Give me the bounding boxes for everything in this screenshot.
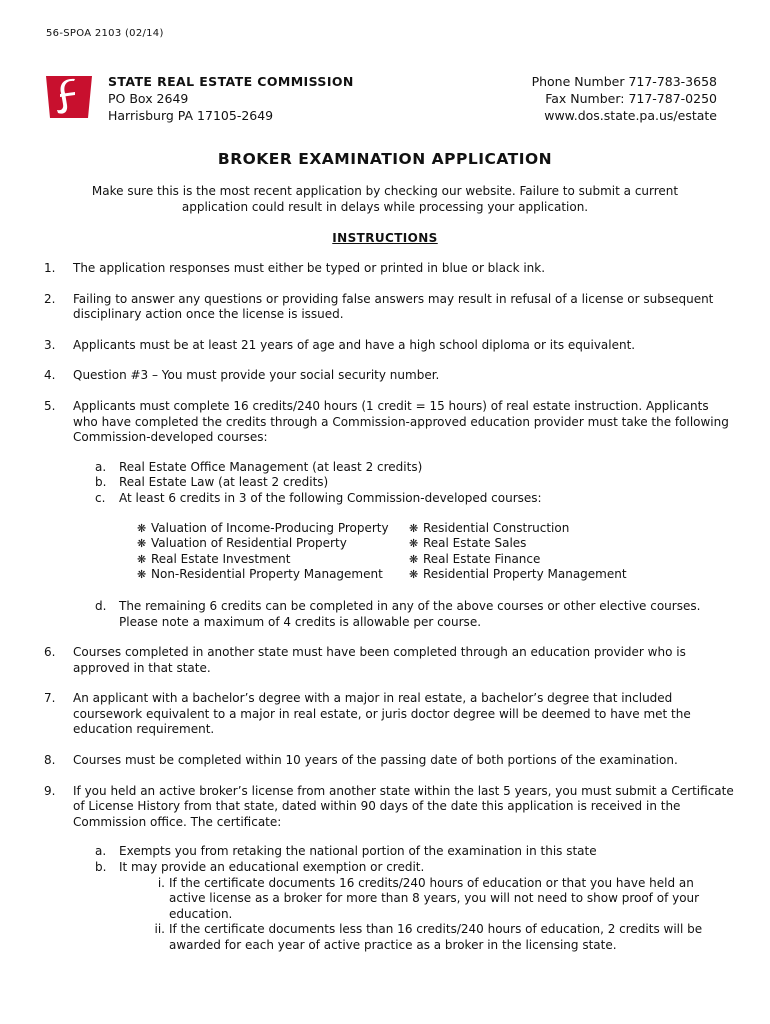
intro-text: Make sure this is the most recent application by checking our website. Failure to submit a current application could result in delays while processing your application. bbox=[91, 184, 679, 214]
sub-item-a bbox=[95, 460, 734, 476]
item-number: 9. bbox=[44, 783, 56, 798]
certificate-effects bbox=[95, 844, 734, 953]
contact-block bbox=[532, 73, 717, 124]
course-bullet bbox=[409, 536, 639, 552]
agency-address-block bbox=[108, 73, 354, 124]
sub-text: It may provide an educational exemption or credit. bbox=[119, 860, 425, 875]
asterisk-bullet-icon: ❋ bbox=[409, 521, 419, 535]
item-text: Applicants must be at least 21 years of age and have a high school diploma or its equivalent. bbox=[73, 337, 636, 352]
course-name: Residential Construction bbox=[423, 520, 570, 535]
instruction-item-6 bbox=[44, 645, 734, 676]
sub-text: At least 6 credits in 3 of the following Commission-developed courses: bbox=[119, 490, 542, 505]
course-name: Valuation of Residential Property bbox=[151, 536, 347, 551]
course-name: Real Estate Investment bbox=[151, 551, 291, 566]
course-bullet bbox=[409, 552, 639, 568]
item-text: If you held an active broker’s license from another state within the last 5 years, you must submit a Certificate of License History from that state, dated within 90 days of the date this application is received in the Commission office. The certificate: bbox=[73, 783, 734, 829]
asterisk-bullet-icon: ❋ bbox=[137, 552, 147, 566]
item-number: 5. bbox=[44, 398, 56, 413]
asterisk-bullet-icon: ❋ bbox=[409, 537, 419, 551]
item-text: Courses completed in another state must have been completed through an education provider who is approved in that state. bbox=[73, 645, 686, 675]
item-number: 6. bbox=[44, 645, 56, 660]
instruction-item-9 bbox=[44, 784, 734, 954]
instruction-item-2 bbox=[44, 292, 734, 323]
asterisk-bullet-icon: ❋ bbox=[409, 568, 419, 582]
instruction-item-4 bbox=[44, 368, 734, 384]
course-requirements bbox=[95, 460, 734, 507]
asterisk-bullet-icon: ❋ bbox=[137, 537, 147, 551]
item-number: 8. bbox=[44, 753, 56, 768]
instruction-item-5 bbox=[44, 399, 734, 630]
course-bullet bbox=[137, 567, 409, 583]
roman-item-i bbox=[141, 876, 734, 923]
roman-number: ii. bbox=[154, 922, 165, 937]
phone-number: Phone Number 717-783-3658 bbox=[531, 74, 717, 89]
asterisk-bullet-icon: ❋ bbox=[409, 552, 419, 566]
item-number: 1. bbox=[44, 261, 56, 275]
instruction-item-1 bbox=[44, 261, 734, 277]
instruction-item-7 bbox=[44, 691, 734, 738]
roman-number: i. bbox=[157, 875, 165, 890]
sub-text: Real Estate Office Management (at least 2 credits) bbox=[119, 459, 423, 474]
course-name: Valuation of Income-Producing Property bbox=[151, 520, 389, 535]
roman-item-ii bbox=[141, 922, 734, 953]
agency-name: STATE REAL ESTATE COMMISSION bbox=[108, 74, 354, 89]
elective-courses-grid bbox=[137, 521, 734, 583]
address-line-1: PO Box 2649 bbox=[108, 91, 189, 106]
course-name: Non-Residential Property Management bbox=[151, 567, 383, 582]
sub-item-b bbox=[95, 475, 734, 491]
course-name: Residential Property Management bbox=[423, 567, 627, 582]
document-title: BROKER EXAMINATION APPLICATION bbox=[217, 150, 553, 168]
item-text: An applicant with a bachelor’s degree with a major in real estate, a bachelor’s degree that included coursework equivalent to a major in real estate, or juris doctor degree will be deemed to have met the education requirement. bbox=[73, 691, 691, 737]
item-text: Courses must be completed within 10 years of the passing date of both portions of the examination. bbox=[73, 753, 678, 768]
item-number: 3. bbox=[44, 337, 56, 352]
item-number: 2. bbox=[44, 291, 56, 306]
form-id: 56-SPOA 2103 (02/14) bbox=[46, 28, 164, 39]
sub-letter: b. bbox=[95, 475, 107, 490]
sub-letter: c. bbox=[95, 490, 106, 505]
sub-text: Exempts you from retaking the national portion of the examination in this state bbox=[119, 844, 597, 859]
item-text: Failing to answer any questions or providing false answers may result in refusal of a license or subsequent disciplinary action once the license is issued. bbox=[73, 291, 714, 322]
course-bullet bbox=[137, 521, 409, 537]
item-number: 4. bbox=[44, 368, 56, 383]
address-line-2: Harrisburg PA 17105-2649 bbox=[108, 108, 274, 123]
item-text: Applicants must complete 16 credits/240 hours (1 credit = 15 hours) of real estate instruction. Applicants who have completed the credits through a Commission-approved education provider must take the following Commission-developed courses: bbox=[73, 398, 729, 445]
roman-text: If the certificate documents less than 16 credits/240 hours of education, 2 credits will be awarded for each year of active practice as a broker in the licensing state. bbox=[169, 922, 703, 952]
asterisk-bullet-icon: ❋ bbox=[137, 568, 147, 582]
course-bullet bbox=[137, 552, 409, 568]
instruction-item-8 bbox=[44, 753, 734, 769]
sub-letter: a. bbox=[95, 844, 107, 859]
sub-letter: d. bbox=[95, 598, 107, 613]
fax-number: Fax Number: 717-787-0250 bbox=[545, 91, 717, 106]
sub-item-a bbox=[95, 844, 734, 860]
sub-item-d bbox=[95, 599, 734, 630]
instructions-list bbox=[44, 261, 734, 969]
website-url: www.dos.state.pa.us/estate bbox=[544, 108, 717, 123]
roman-sub-list bbox=[141, 876, 734, 954]
course-name: Real Estate Finance bbox=[423, 551, 541, 566]
course-bullet bbox=[409, 567, 639, 583]
sub-item-b bbox=[95, 860, 734, 876]
sub-item-c bbox=[95, 491, 734, 507]
roman-text: If the certificate documents 16 credits/240 hours of education or that you have held an active license as a broker for more than 8 years, you will not need to show proof of your education. bbox=[169, 875, 700, 921]
item-text: The application responses must either be typed or printed in blue or black ink. bbox=[73, 261, 546, 275]
item-number: 7. bbox=[44, 691, 56, 706]
instructions-heading: INSTRUCTIONS bbox=[332, 231, 438, 245]
sub-text: Real Estate Law (at least 2 credits) bbox=[119, 475, 329, 490]
item-text: Question #3 – You must provide your social security number. bbox=[73, 368, 440, 383]
course-name: Real Estate Sales bbox=[423, 536, 527, 551]
sub-letter: b. bbox=[95, 860, 107, 875]
pennsylvania-keystone-logo-icon bbox=[44, 72, 94, 122]
sub-text: The remaining 6 credits can be completed in any of the above courses or other elective courses. Please note a maximum of 4 credits is allowable per course. bbox=[119, 598, 701, 629]
asterisk-bullet-icon: ❋ bbox=[137, 521, 147, 535]
instruction-item-3 bbox=[44, 338, 734, 354]
course-bullet bbox=[409, 521, 639, 537]
sub-letter: a. bbox=[95, 459, 107, 474]
course-bullet bbox=[137, 536, 409, 552]
